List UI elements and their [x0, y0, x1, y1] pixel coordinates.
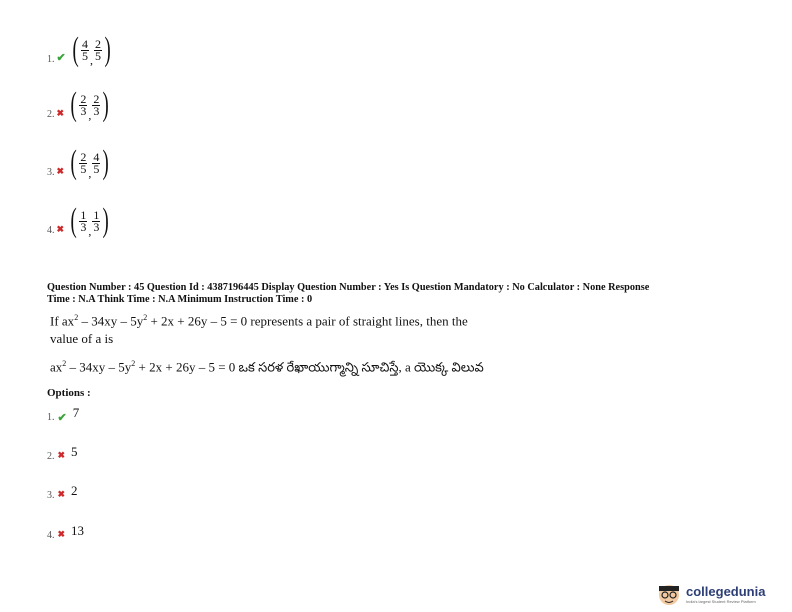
option-number: 4. — [47, 530, 55, 541]
frac-a-den: 5 — [82, 48, 89, 63]
question-text-line2: value of a is — [50, 331, 114, 346]
prev-option-2 — [47, 88, 112, 122]
option-value: 2 — [71, 483, 78, 498]
frac-a-num: 2 — [80, 149, 87, 164]
wrong-cross-icon: ✖ — [56, 224, 65, 234]
fraction-pair: ( $\frac{1}{3}$ , $\frac{1}{3}$ ) — [70, 202, 110, 239]
frac-a-num: 1 — [80, 207, 87, 222]
option-3 — [47, 483, 78, 501]
frac-a-den: 3 — [80, 219, 87, 234]
prev-option-1 — [47, 33, 113, 67]
collegedunia-logo — [655, 580, 765, 608]
frac-a-num: 4 — [82, 36, 89, 51]
wrong-cross-icon: ✖ — [57, 450, 66, 460]
frac-b-den: 3 — [93, 103, 100, 118]
frac-b-num: 4 — [93, 149, 100, 164]
option-number: 3. — [47, 167, 55, 178]
prev-option-3 — [47, 146, 112, 180]
prev-option-4 — [47, 204, 112, 238]
frac-b-num: 2 — [93, 91, 100, 106]
option-value: 5 — [71, 444, 78, 459]
fraction-pair: ( $\frac{4}{5}$ , $\frac{2}{5}$ ) — [72, 31, 111, 68]
question-header-line1: Question Number : 45 Question Id : 4387196445 Display Question Number : Yes Is Question Mandatory : No Calculator : None Response — [47, 282, 650, 293]
fraction-pair: ( $\frac{2}{5}$ , $\frac{4}{5}$ ) — [70, 144, 110, 181]
wrong-cross-icon: ✖ — [57, 529, 66, 539]
frac-a-num: 2 — [80, 91, 87, 106]
question-text-telugu: $ax^2 - 34xy - 5y^2 + 2x + 26y - 5 = 0$ ఒక సరళ రేఖాయుగ్మాన్ని సూచిస్తే, a యొక్క విలువ — [50, 359, 484, 375]
option-1 — [47, 405, 79, 424]
logo-tagline: India's largest Student Review Platform — [686, 599, 756, 604]
logo-name: collegedunia — [686, 584, 766, 599]
option-number: 2. — [47, 451, 55, 462]
question-header-line2: Time : N.A Think Time : N.A Minimum Instruction Time : 0 — [47, 294, 313, 305]
frac-b-num: 2 — [95, 36, 102, 51]
fraction-pair: ( $\frac{2}{3}$ , $\frac{2}{3}$ ) — [70, 86, 110, 123]
option-value: 13 — [71, 523, 85, 538]
question-header — [47, 282, 757, 306]
frac-b-den: 5 — [93, 161, 100, 176]
option-value: 7 — [72, 405, 80, 420]
frac-b-num: 1 — [93, 207, 100, 222]
correct-check-icon: ✔ — [56, 52, 66, 64]
wrong-cross-icon: ✖ — [56, 108, 65, 118]
option-2 — [47, 444, 78, 462]
frac-b-den: 5 — [95, 48, 102, 63]
frac-a-den: 3 — [80, 103, 87, 118]
option-4 — [47, 523, 84, 541]
option-number: 2. — [47, 109, 55, 120]
mascot-icon — [655, 580, 683, 608]
correct-check-icon: ✔ — [57, 412, 67, 424]
question-text-line1: If $ax^2 - 34xy - 5y^2 + 2x + 26y - 5 = 0$ represents a pair of straight lines, then the — [50, 313, 468, 329]
option-number: 1. — [47, 412, 55, 423]
option-number: 4. — [47, 225, 55, 236]
options-label: Options : — [47, 387, 91, 399]
wrong-cross-icon: ✖ — [57, 489, 66, 499]
frac-b-den: 3 — [93, 219, 100, 234]
wrong-cross-icon: ✖ — [56, 166, 65, 176]
option-number: 1. — [47, 54, 55, 65]
frac-a-den: 5 — [80, 161, 87, 176]
option-number: 3. — [47, 490, 55, 501]
